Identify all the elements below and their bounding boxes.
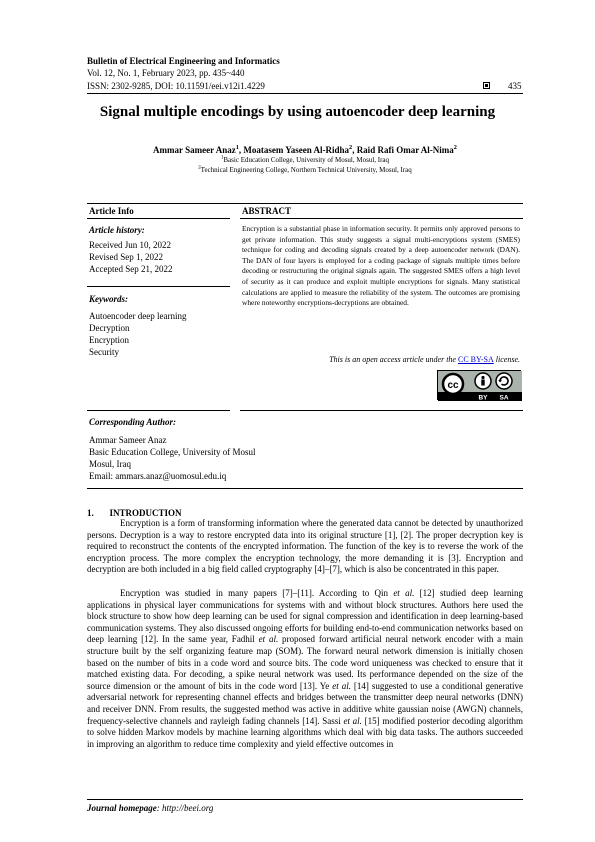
license-link[interactable]: CC BY-SA: [457, 355, 494, 364]
sa-share-icon: [496, 373, 512, 389]
corresponding-rule: [87, 488, 523, 489]
abstract-text: Encryption is a substantial phase in information security. It permits only approved persons to get private information. This study suggests a signal multi-encryptions system (SMES) technique for coding and decoding signals created by a deep autoencoder network (DAN). The DAN of four layers is employed for a coding package of signals multiple times before decoding or restructuring the original signals again. The suggested SMES offers a high level of security as it can produce and exploit multiple encryptions for signals. Many statistical calculations are applied to measure the reliability of the system. The outcomes are promising where noteworthy encryptions-decryptions are obtained.: [242, 224, 520, 308]
section-heading-introduction: 1. INTRODUCTION: [87, 508, 182, 518]
open-access-prefix: This is an open access article under the: [329, 355, 458, 364]
keywords-label: Keywords:: [89, 294, 128, 304]
para-text: proposed forward artificial neural network encoder with a main structure built by the self organizing feature map (SOM). The forward neural network dimension is initially chosen based on the number of bits in a code word and source bits. The code word uniqueness was checked to ensure that it matched existing data. For decoding, a spike neural network was used. Its performance depended on the size of the source dimension or the amount of bits in the code word [13]. Ye: [87, 634, 523, 691]
author-list: Ammar Sameer Anaz$^1$, Moatasem Yaseen Al-Ridha$^2$, Raid Rafi Omar Al-Nima$^2$: [153, 144, 457, 155]
keyword-item: Autoencoder deep learning: [89, 311, 187, 321]
para-text: Encryption was studied in many papers [7]–[11]. According to Qin: [120, 588, 394, 598]
affiliation-sup: 2: [198, 165, 201, 171]
author-name: Raid Rafi Omar Al-Nima: [356, 145, 454, 155]
affiliation-text: Basic Education College, University of Mosul, Mosul, Iraq: [223, 156, 390, 164]
keyword-item: Encryption: [89, 335, 129, 345]
open-access-note: [242, 355, 520, 364]
author-sup: 2: [453, 144, 457, 151]
para-text-italic: et al.: [332, 680, 351, 691]
intro-paragraph-1: Encryption is a form of transforming information where the generated data cannot be detected by unauthorized persons. Decryption is a way to restore encrypted data into its original structure [1], [2]. The proper decryption key is required to reconstruct the contents of the encrypted information. The function of the key is to reverse the work of the encryption process. The more complex the encryption technology, the more demanding it is [3]. Encryption and decryption are both included in a big field called cryptography [4]–[7], which is also be concentrated in this paper.: [87, 518, 523, 575]
footer-rule: [87, 799, 523, 800]
author-name: Ammar Sameer Anaz: [153, 145, 236, 155]
by-label: BY: [478, 394, 488, 401]
page-box-icon: [483, 82, 490, 89]
author-sup: 2: [349, 144, 353, 151]
author-name: Moatasem Yaseen Al-Ridha: [243, 145, 350, 155]
issn-doi-line: ISSN: 2302-9285, DOI: 10.11591/eei.v12i1.4229: [87, 81, 265, 91]
abstract-heading: ABSTRACT: [242, 206, 292, 216]
homepage-sep: :: [156, 803, 163, 813]
affiliation-1: [0, 156, 595, 164]
corresponding-label: Corresponding Author:: [89, 417, 176, 427]
volume-line: Vol. 12, No. 1, February 2023, pp. 435~440: [87, 68, 245, 78]
corresponding-email: Email: ammars.anaz@uomosul.edu.iq: [89, 471, 227, 481]
affiliation-text: Technical Engineering College, Northern Technical University, Mosul, Iraq: [200, 166, 412, 174]
info-head-rule: [87, 218, 230, 219]
affiliation-sup: 1: [220, 155, 224, 161]
history-received: Received Jun 10, 2022: [89, 240, 171, 250]
history-label: Article history:: [89, 225, 145, 235]
keywords-rule: [87, 410, 230, 411]
corresponding-affiliation: Basic Education College, University of Mosul: [89, 447, 256, 457]
author-sup: 1: [235, 144, 239, 151]
abstract-head-rule: [240, 218, 523, 219]
keyword-item: Decryption: [89, 323, 130, 333]
keywords-list: [89, 310, 186, 358]
paper-title: Signal multiple encodings by using autoencoder deep learning: [99, 104, 496, 120]
corresponding-details: [89, 434, 255, 482]
corresponding-name: Ammar Sameer Anaz: [89, 435, 167, 445]
sa-label: SA: [499, 394, 509, 401]
homepage-url[interactable]: http://beei.org: [162, 803, 214, 813]
keyword-item: Security: [89, 347, 119, 357]
history-rule: [87, 286, 230, 287]
cc-letters: cc: [447, 380, 459, 391]
para-text: [12] studied deep learning applications in physical layer communications for systems with and without block structures. Authors here used the block structure to show how deep learning can be used for signal compression and identification in deep learning-based communication systems. They also discussed ongoing efforts for building end-to-end communication networks based on deep learning [12]. In the same year, Fadhil: [87, 588, 524, 645]
para-text: [14] suggested to use a conditional generative adversarial network for representing channel effects and bridges between the transmitter deep neural networks (DNN) and receiver DNN. From results, the suggested method was active in additive white gaussian noise (AWGN) channels, frequency-selective channels and rayleigh fading channels [14]. Sassi: [87, 680, 524, 726]
info-top-rule: [87, 203, 523, 204]
article-info-heading: Article Info: [89, 206, 134, 216]
abstract-bottom-rule: [240, 410, 523, 411]
history-list: [89, 239, 172, 275]
history-revised: Revised Sep 1, 2022: [89, 252, 163, 262]
journal-name: Bulletin of Electrical Engineering and Informatics: [87, 56, 280, 66]
history-accepted: Accepted Sep 21, 2022: [89, 264, 173, 274]
para-text-italic: et al.: [258, 634, 279, 645]
para-text-italic: et al.: [393, 588, 415, 598]
affiliation-2: [0, 166, 595, 174]
corresponding-city: Mosul, Iraq: [89, 459, 131, 469]
para-text-italic: et al.: [343, 715, 362, 726]
cc-by-sa-badge[interactable]: [437, 370, 521, 400]
license-badge-graphic: [438, 371, 522, 401]
intro-paragraph-2: [87, 588, 523, 750]
open-access-suffix: license.: [493, 355, 520, 364]
para-text: [15] modified posterior decoding algorithm to solve hidden Markov models by machine learning algorithms which deal with big data tasks. The authors succeeded in improving an algorithm to reduce time complexity and yield effective outcomes in: [87, 715, 524, 749]
header-rule: [87, 93, 523, 94]
page-number: 435: [508, 81, 522, 91]
homepage-label: Journal homepage: [87, 803, 157, 813]
journal-homepage: [87, 803, 213, 813]
